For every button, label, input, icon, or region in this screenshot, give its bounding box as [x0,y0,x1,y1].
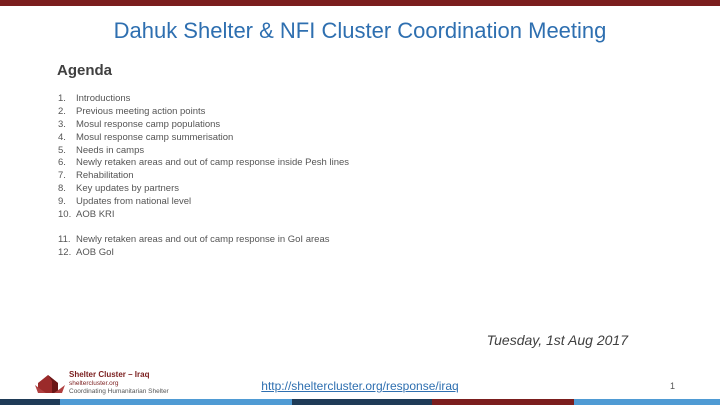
agenda-list [58,93,349,260]
agenda-item [58,132,349,145]
agenda-item [58,119,349,132]
agenda-item-number: 5. [58,144,66,156]
agenda-item-text: Mosul response camp summerisation [76,131,234,143]
agenda-item [58,234,349,247]
agenda-item [58,157,349,170]
agenda-item-number: 9. [58,196,66,208]
agenda-item-number: 2. [58,105,66,117]
slide-title: Dahuk Shelter & NFI Cluster Coordination Meeting [113,18,607,43]
agenda-item [58,209,349,222]
agenda-item [58,170,349,183]
agenda-item [58,93,349,106]
agenda-item-number: 1. [58,93,66,104]
agenda-item-text: AOB GoI [76,247,115,259]
meeting-date: Tuesday, 1st Aug 2017 [486,332,628,348]
agenda-item-text: Needs in camps [76,144,145,156]
agenda-item-number: 6. [58,157,66,169]
agenda-item-number: 12. [58,247,72,259]
bottom-color-bar [0,399,720,405]
agenda-item-text: Rehabilitation [76,170,134,182]
agenda-heading: Agenda [57,62,113,79]
agenda-item [58,106,349,119]
agenda-item [58,196,349,209]
top-accent-bar [0,0,720,6]
agenda-item-number: 10. [58,209,72,221]
org-tagline: Coordinating Humanitarian Shelter [69,388,169,395]
agenda-item-text: Updates from national level [76,196,192,208]
agenda-item-text: AOB KRI [76,209,115,221]
agenda-item-text: Introductions [76,93,131,104]
agenda-item-number: 3. [58,118,66,130]
agenda-item-number: 7. [58,170,66,182]
agenda-item-text: Previous meeting action points [76,105,206,117]
footer-link[interactable]: http://sheltercluster.org/response/iraq [261,379,459,393]
agenda-item [58,247,349,260]
agenda-item-text: Key updates by partners [76,183,179,195]
agenda-item-text: Newly retaken areas and out of camp response inside Pesh lines [76,157,350,169]
agenda-item-number: 11. [58,234,71,246]
agenda-item-text: Newly retaken areas and out of camp response in GoI areas [76,234,330,246]
agenda-item-number: 8. [58,183,66,195]
agenda-item [58,183,349,196]
agenda-item [58,145,349,158]
agenda-item-text: Mosul response camp populations [76,118,221,130]
page-number: 1 [670,381,676,391]
org-name: Shelter Cluster – Iraq [69,370,150,379]
agenda-item-number: 4. [58,131,66,143]
org-site: sheltercluster.org [69,380,119,387]
